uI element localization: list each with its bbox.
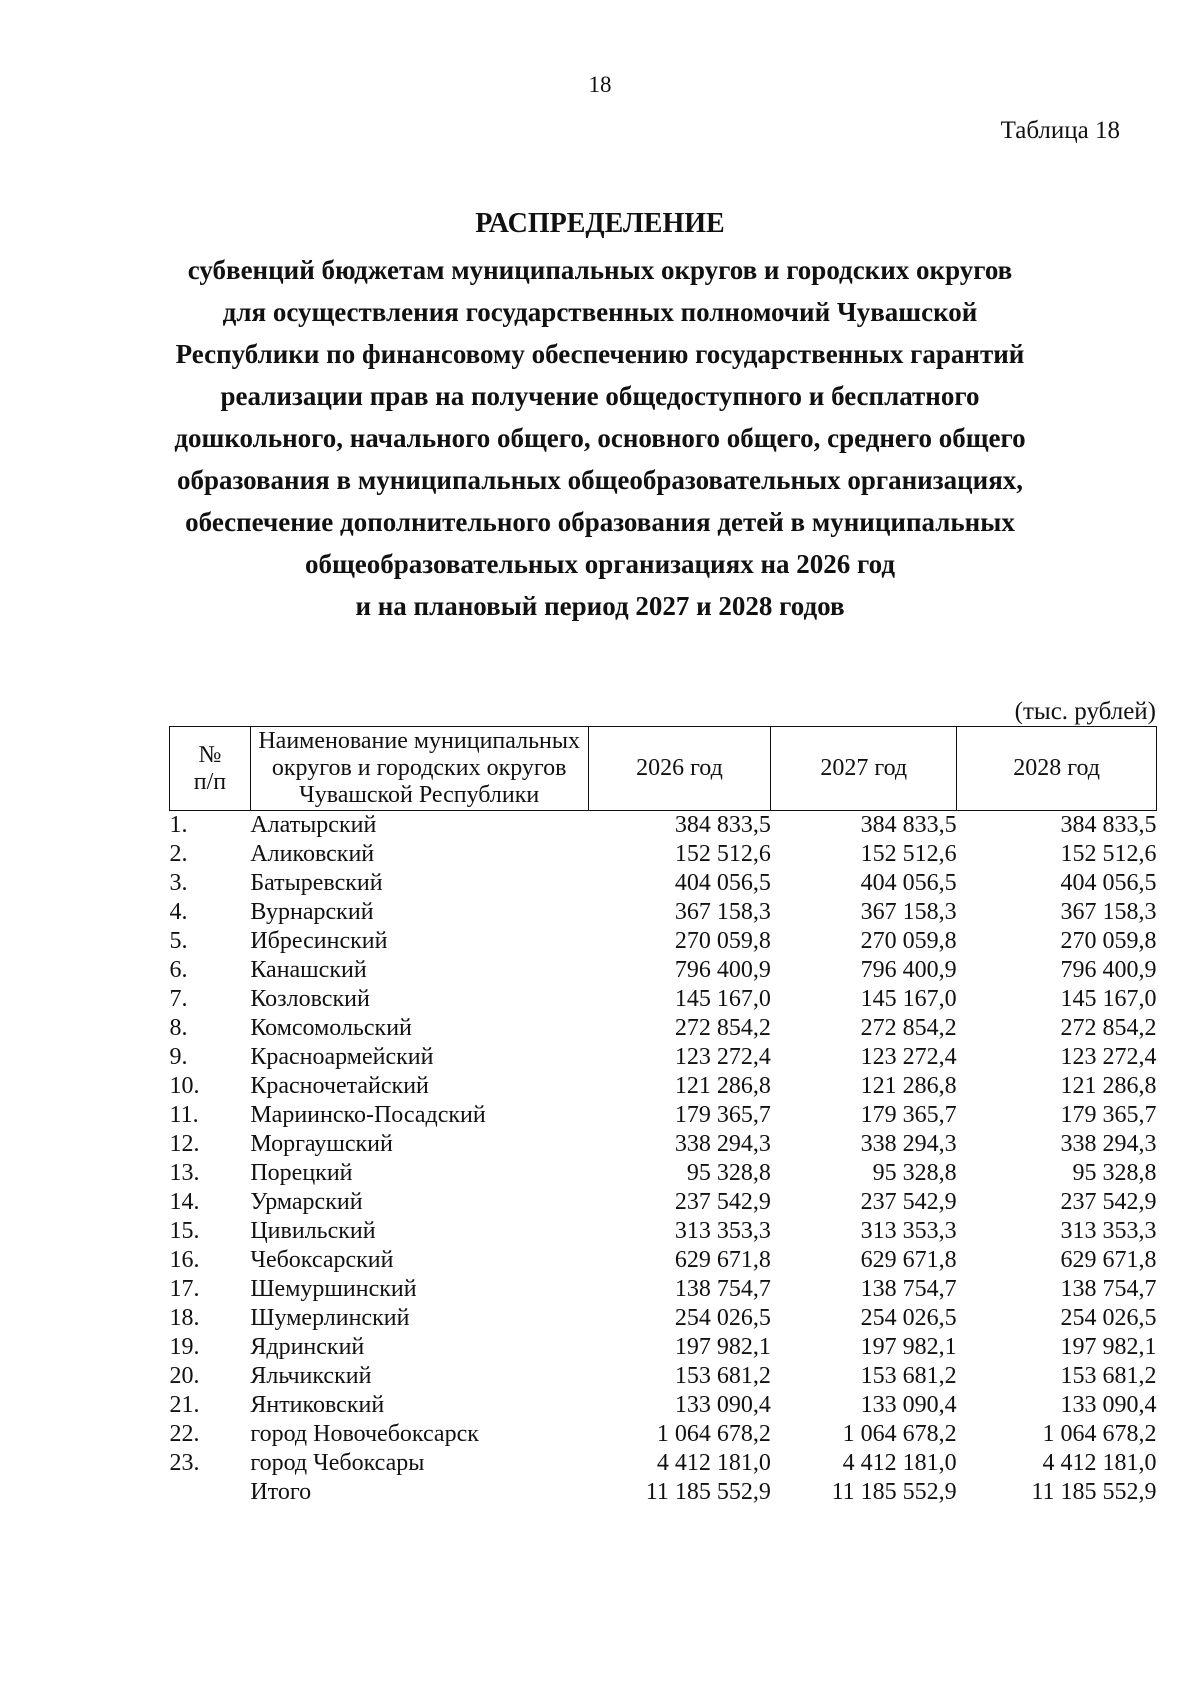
value-2028: 153 681,2 [1060, 1363, 1157, 1389]
header-number-abbrev: п/п [193, 768, 227, 795]
value-2027: 404 056,5 [860, 870, 957, 896]
district-name: Козловский [250, 986, 370, 1012]
value-2026: 4 412 181,0 [656, 1450, 771, 1476]
value-2028: 152 512,6 [1060, 841, 1157, 867]
table-row [170, 927, 1157, 956]
value-2026: 272 854,2 [674, 1015, 771, 1041]
district-name: Итого [250, 1479, 312, 1505]
value-2028: 197 982,1 [1060, 1334, 1157, 1360]
table-row [170, 1420, 1157, 1449]
value-2028: 1 064 678,2 [1042, 1421, 1157, 1447]
district-name: Вурнарский [250, 899, 374, 925]
value-2026: 179 365,7 [674, 1102, 771, 1128]
value-2026: 367 158,3 [674, 899, 771, 925]
value-2028: 133 090,4 [1060, 1392, 1157, 1418]
value-2028: 404 056,5 [1060, 870, 1157, 896]
value-2027: 367 158,3 [860, 899, 957, 925]
table-row [170, 1333, 1157, 1362]
value-2027: 629 671,8 [860, 1247, 957, 1273]
value-2028: 179 365,7 [1060, 1102, 1157, 1128]
subtitle-line: для осуществления государственных полномочий Чувашской [222, 297, 978, 327]
district-name: Шумерлинский [250, 1305, 410, 1331]
value-2028: 11 185 552,9 [1031, 1479, 1157, 1505]
subtitle-line: обеспечение дополнительного образования детей в муниципальных [185, 507, 1015, 537]
subtitle-line: Республики по финансовому обеспечению государственных гарантий [175, 339, 1025, 369]
row-number: 23. [169, 1450, 200, 1476]
subtitle-line: дошкольного, начального общего, основного общего, среднего общего [174, 423, 1026, 453]
total-row [170, 1478, 1157, 1507]
value-2027: 338 294,3 [860, 1131, 957, 1157]
value-2026: 152 512,6 [674, 841, 771, 867]
district-name: Ибресинский [250, 928, 388, 954]
row-number: 2. [169, 841, 188, 867]
district-name: Аликовский [250, 841, 375, 867]
value-2027: 796 400,9 [860, 957, 957, 983]
value-2027: 270 059,8 [860, 928, 957, 954]
table-row [170, 869, 1157, 898]
value-2028: 4 412 181,0 [1042, 1450, 1157, 1476]
value-2026: 121 286,8 [674, 1073, 771, 1099]
subtitle-line: субвенций бюджетам муниципальных округов и городских округов [187, 255, 1013, 285]
row-number: 9. [169, 1044, 188, 1070]
units-label: (тыс. рублей) [1014, 698, 1156, 725]
value-2026: 145 167,0 [674, 986, 771, 1012]
row-number: 5. [169, 928, 188, 954]
value-2027: 4 412 181,0 [842, 1450, 957, 1476]
value-2028: 384 833,5 [1060, 812, 1157, 838]
row-number: 17. [169, 1276, 200, 1302]
header-2027: 2027 год [771, 727, 957, 811]
value-2026: 313 353,3 [674, 1218, 771, 1244]
header-name [250, 727, 588, 811]
table-row [170, 1043, 1157, 1072]
table-label: Таблица 18 [1000, 117, 1120, 144]
table-row [170, 1217, 1157, 1246]
value-2027: 133 090,4 [860, 1392, 957, 1418]
value-2028: 237 542,9 [1060, 1189, 1157, 1215]
value-2027: 121 286,8 [860, 1073, 957, 1099]
value-2027: 145 167,0 [860, 986, 957, 1012]
district-name: Красноармейский [250, 1044, 434, 1070]
row-number: 16. [169, 1247, 200, 1273]
district-name: Алатырский [250, 812, 377, 838]
value-2026: 237 542,9 [674, 1189, 771, 1215]
value-2026: 138 754,7 [674, 1276, 771, 1302]
table-row [170, 1246, 1157, 1275]
header-name-line: Чувашской Республики [299, 782, 540, 808]
district-name: Порецкий [250, 1160, 353, 1186]
table-row [170, 1362, 1157, 1391]
value-2028: 121 286,8 [1060, 1073, 1157, 1099]
table-row [170, 898, 1157, 927]
subtitle-line: общеобразовательных организациях на 2026 год [305, 549, 895, 579]
row-number: 19. [169, 1334, 200, 1360]
value-2026: 384 833,5 [674, 812, 771, 838]
district-name: Ядринский [250, 1334, 365, 1360]
value-2028: 123 272,4 [1060, 1044, 1157, 1070]
value-2027: 197 982,1 [860, 1334, 957, 1360]
value-2026: 270 059,8 [674, 928, 771, 954]
district-name: город Новочебоксарск [250, 1421, 479, 1447]
value-2026: 123 272,4 [674, 1044, 771, 1070]
value-2027: 123 272,4 [860, 1044, 957, 1070]
value-2028: 629 671,8 [1060, 1247, 1157, 1273]
value-2028: 138 754,7 [1060, 1276, 1157, 1302]
table-row [170, 1304, 1157, 1333]
document-subtitle [130, 249, 1070, 627]
value-2028: 95 328,8 [1072, 1160, 1157, 1186]
table-row [170, 956, 1157, 985]
value-2027: 1 064 678,2 [842, 1421, 957, 1447]
district-name: Комсомольский [250, 1015, 412, 1041]
value-2028: 796 400,9 [1060, 957, 1157, 983]
table-row [170, 811, 1157, 841]
table-row [170, 840, 1157, 869]
value-2027: 152 512,6 [860, 841, 957, 867]
value-2026: 133 090,4 [674, 1392, 771, 1418]
value-2026: 95 328,8 [686, 1160, 771, 1186]
header-2026: 2026 год [588, 727, 771, 811]
district-name: Цивильский [250, 1218, 376, 1244]
table-row [170, 985, 1157, 1014]
value-2027: 153 681,2 [860, 1363, 957, 1389]
row-number: 18. [169, 1305, 200, 1331]
table-row [170, 1072, 1157, 1101]
table-row [170, 1014, 1157, 1043]
subtitle-line: и на плановый период 2027 и 2028 годов [355, 591, 845, 621]
value-2027: 179 365,7 [860, 1102, 957, 1128]
row-number: 21. [169, 1392, 200, 1418]
row-number: 7. [169, 986, 188, 1012]
table-body [170, 811, 1157, 1508]
district-name: Урмарский [250, 1189, 363, 1215]
table-row [170, 1391, 1157, 1420]
value-2028: 145 167,0 [1060, 986, 1157, 1012]
table-row [170, 1159, 1157, 1188]
row-number: 14. [169, 1189, 200, 1215]
value-2028: 338 294,3 [1060, 1131, 1157, 1157]
row-number: 15. [169, 1218, 200, 1244]
distribution-table [169, 726, 1157, 1507]
district-name: Моргаушский [250, 1131, 393, 1157]
value-2026: 197 982,1 [674, 1334, 771, 1360]
value-2028: 254 026,5 [1060, 1305, 1157, 1331]
value-2027: 384 833,5 [860, 812, 957, 838]
value-2026: 11 185 552,9 [645, 1479, 771, 1505]
value-2027: 11 185 552,9 [831, 1479, 957, 1505]
header-number-symbol: № [198, 741, 222, 768]
district-name: город Чебоксары [250, 1450, 425, 1476]
value-2027: 272 854,2 [860, 1015, 957, 1041]
district-name: Янтиковский [250, 1392, 385, 1418]
subtitle-line: образования в муниципальных общеобразовательных организациях, [176, 465, 1024, 495]
header-2028: 2028 год [957, 727, 1157, 811]
value-2026: 153 681,2 [674, 1363, 771, 1389]
row-number: 12. [169, 1131, 200, 1157]
row-number: 20. [169, 1363, 200, 1389]
table-row [170, 1188, 1157, 1217]
district-name: Батыревский [250, 870, 383, 896]
table-row [170, 1101, 1157, 1130]
value-2027: 138 754,7 [860, 1276, 957, 1302]
value-2028: 272 854,2 [1060, 1015, 1157, 1041]
value-2028: 367 158,3 [1060, 899, 1157, 925]
header-name-line: округов и городских округов [271, 755, 567, 781]
table-header-row [170, 727, 1157, 811]
page-number: 18 [588, 72, 612, 97]
value-2026: 338 294,3 [674, 1131, 771, 1157]
row-number: 3. [169, 870, 188, 896]
district-name: Канашский [250, 957, 367, 983]
value-2026: 254 026,5 [674, 1305, 771, 1331]
table-row [170, 1275, 1157, 1304]
value-2028: 313 353,3 [1060, 1218, 1157, 1244]
row-number: 4. [169, 899, 188, 925]
document-title: РАСПРЕДЕЛЕНИЕ [475, 208, 725, 239]
value-2026: 796 400,9 [674, 957, 771, 983]
value-2027: 95 328,8 [872, 1160, 957, 1186]
value-2027: 254 026,5 [860, 1305, 957, 1331]
row-number: 13. [169, 1160, 200, 1186]
row-number: 10. [169, 1073, 200, 1099]
row-number: 8. [169, 1015, 188, 1041]
row-number: 6. [169, 957, 188, 983]
district-name: Красночетайский [250, 1073, 429, 1099]
header-name-line: Наименование муниципальных [258, 728, 581, 754]
value-2027: 237 542,9 [860, 1189, 957, 1215]
value-2027: 313 353,3 [860, 1218, 957, 1244]
district-name: Яльчикский [250, 1363, 372, 1389]
table-row [170, 1449, 1157, 1478]
row-number: 22. [169, 1421, 200, 1447]
row-number: 1. [169, 812, 188, 838]
value-2028: 270 059,8 [1060, 928, 1157, 954]
header-number [170, 727, 251, 811]
table-row [170, 1130, 1157, 1159]
district-name: Мариинско-Посадский [250, 1102, 486, 1128]
subtitle-line: реализации прав на получение общедоступного и бесплатного [220, 381, 980, 411]
row-number: 11. [169, 1102, 199, 1128]
district-name: Шемуршинский [250, 1276, 417, 1302]
value-2026: 404 056,5 [674, 870, 771, 896]
value-2026: 1 064 678,2 [656, 1421, 771, 1447]
row-number [170, 1478, 251, 1507]
value-2026: 629 671,8 [674, 1247, 771, 1273]
district-name: Чебоксарский [250, 1247, 394, 1273]
